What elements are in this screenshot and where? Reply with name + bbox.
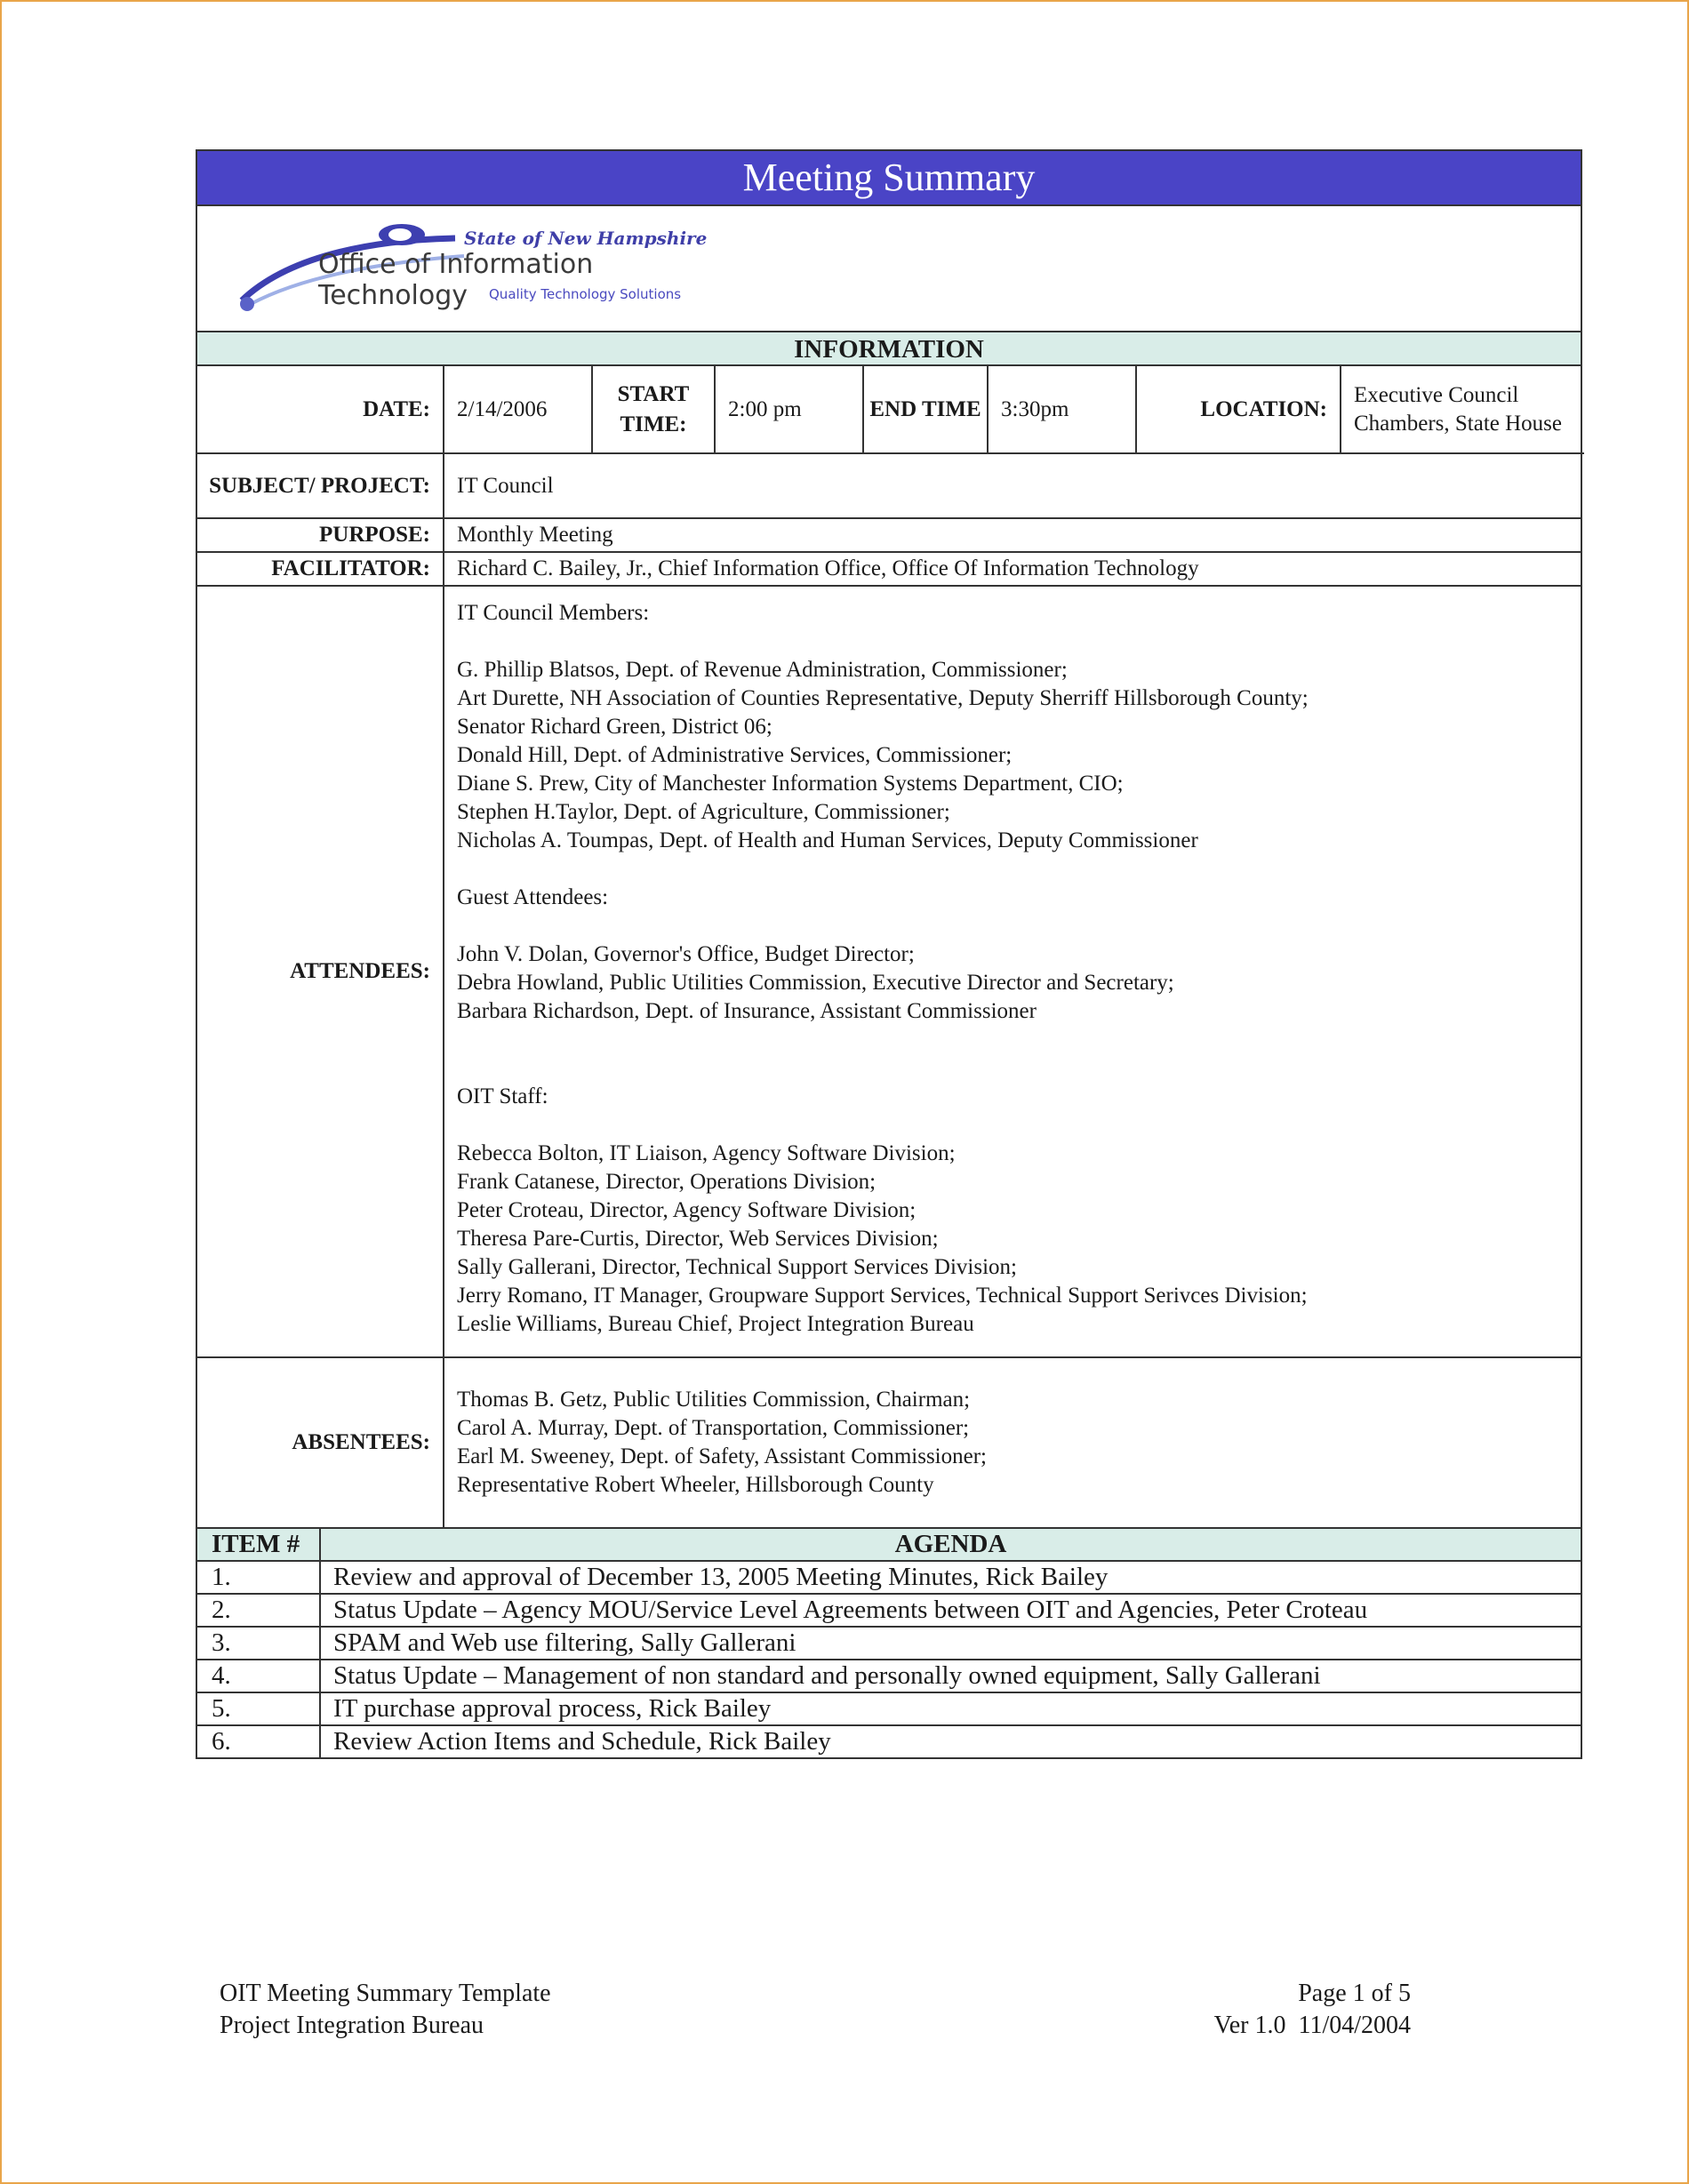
list-item: Frank Catanese, Director, Operations Division; bbox=[457, 1170, 877, 1194]
table-row bbox=[197, 1692, 1581, 1725]
table-row bbox=[197, 1561, 1581, 1594]
list-item: Rebecca Bolton, IT Liaison, Agency Software Division; bbox=[457, 1141, 956, 1165]
agenda-header: AGENDA bbox=[320, 1529, 1581, 1561]
agenda-item-number: 6. bbox=[197, 1725, 320, 1757]
logo-office-text: Office of Information Technology bbox=[318, 249, 594, 311]
information-section-header: INFORMATION bbox=[197, 332, 1581, 366]
end-time-value: 3:30pm bbox=[988, 366, 1136, 453]
list-item: Earl M. Sweeney, Dept. of Safety, Assistant Commissioner; bbox=[457, 1444, 987, 1468]
logo-state-text: State of New Hampshire bbox=[464, 228, 708, 249]
list-item: Stephen H.Taylor, Dept. of Agriculture, Commissioner; bbox=[457, 800, 950, 824]
list-item: Sally Gallerani, Director, Technical Support Services Division; bbox=[457, 1255, 1017, 1279]
purpose-value: Monthly Meeting bbox=[444, 518, 1581, 552]
details-table bbox=[197, 454, 1581, 1529]
staff-heading: OIT Staff: bbox=[457, 1084, 548, 1108]
start-time-value: 2:00 pm bbox=[715, 366, 863, 453]
footer-bureau: Project Integration Bureau bbox=[220, 2012, 484, 2039]
agenda-item-text: Status Update – Agency MOU/Service Level Agreements between OIT and Agencies, Peter Croteau bbox=[320, 1594, 1581, 1627]
facilitator-label: FACILITATOR: bbox=[197, 552, 444, 586]
list-item: Leslie Williams, Bureau Chief, Project Integration Bureau bbox=[457, 1312, 974, 1336]
list-item: Donald Hill, Dept. of Administrative Services, Commissioner; bbox=[457, 743, 1013, 767]
guest-heading: Guest Attendees: bbox=[457, 885, 609, 909]
subject-label: SUBJECT/ PROJECT: bbox=[197, 454, 444, 518]
council-list bbox=[457, 656, 1568, 855]
item-number-header: ITEM # bbox=[197, 1529, 320, 1561]
agenda-item-text: Status Update – Management of non standard and personally owned equipment, Sally Gallerani bbox=[320, 1660, 1581, 1692]
agenda-item-text: Review Action Items and Schedule, Rick Bailey bbox=[320, 1725, 1581, 1757]
footer-version: Ver 1.0 11/04/2004 bbox=[1213, 2012, 1411, 2039]
information-table bbox=[197, 366, 1584, 454]
agenda-item-number: 4. bbox=[197, 1660, 320, 1692]
agenda-item-number: 1. bbox=[197, 1561, 320, 1594]
meeting-summary-document bbox=[196, 149, 1582, 1759]
list-item: Barbara Richardson, Dept. of Insurance, Assistant Commissioner bbox=[457, 999, 1037, 1023]
facilitator-value: Richard C. Bailey, Jr., Chief Information Office, Office Of Information Technology bbox=[444, 552, 1581, 586]
agenda-item-text: IT purchase approval process, Rick Bailey bbox=[320, 1692, 1581, 1725]
guest-list bbox=[457, 940, 1568, 1026]
list-item: Diane S. Prew, City of Manchester Information Systems Department, CIO; bbox=[457, 772, 1124, 796]
agenda-item-number: 2. bbox=[197, 1594, 320, 1627]
table-row bbox=[197, 1594, 1581, 1627]
list-item: Senator Richard Green, District 06; bbox=[457, 715, 772, 739]
staff-list bbox=[457, 1140, 1568, 1339]
footer-page-number: Page 1 of 5 bbox=[1298, 1980, 1411, 2007]
start-time-label: START TIME: bbox=[592, 366, 715, 453]
end-time-label: END TIME bbox=[863, 366, 988, 453]
absentees-label: ABSENTEES: bbox=[197, 1357, 444, 1528]
document-title: Meeting Summary bbox=[197, 151, 1581, 206]
list-item: Debra Howland, Public Utilities Commission, Executive Director and Secretary; bbox=[457, 971, 1174, 995]
council-heading: IT Council Members: bbox=[457, 601, 650, 625]
list-item: Representative Robert Wheeler, Hillsborough County bbox=[457, 1473, 934, 1497]
date-value: 2/14/2006 bbox=[444, 366, 592, 453]
table-row bbox=[197, 1725, 1581, 1757]
agenda-item-number: 3. bbox=[197, 1627, 320, 1660]
date-label: DATE: bbox=[197, 366, 444, 453]
absentees-cell bbox=[444, 1357, 1581, 1528]
logo-area bbox=[197, 206, 1581, 332]
agenda-item-number: 5. bbox=[197, 1692, 320, 1725]
list-item: Theresa Pare-Curtis, Director, Web Services Division; bbox=[457, 1227, 939, 1251]
attendees-label: ATTENDEES: bbox=[197, 586, 444, 1357]
location-label: LOCATION: bbox=[1136, 366, 1341, 453]
logo-tagline: Quality Technology Solutions bbox=[489, 286, 682, 302]
list-item: John V. Dolan, Governor's Office, Budget Director; bbox=[457, 942, 915, 966]
list-item: Art Durette, NH Association of Counties Representative, Deputy Sherriff Hillsborough County; bbox=[457, 686, 1309, 710]
list-item: Carol A. Murray, Dept. of Transportation, Commissioner; bbox=[457, 1416, 970, 1440]
agenda-table bbox=[197, 1529, 1581, 1757]
attendees-cell bbox=[444, 586, 1581, 1357]
oit-logo bbox=[233, 222, 731, 320]
table-row bbox=[197, 1660, 1581, 1692]
footer-template-name: OIT Meeting Summary Template bbox=[220, 1980, 551, 2007]
agenda-item-text: SPAM and Web use filtering, Sally Gallerani bbox=[320, 1627, 1581, 1660]
list-item: Peter Croteau, Director, Agency Software Division; bbox=[457, 1198, 917, 1222]
list-item: Jerry Romano, IT Manager, Groupware Support Services, Technical Support Serivces Division; bbox=[457, 1284, 1308, 1308]
purpose-label: PURPOSE: bbox=[197, 518, 444, 552]
list-item: Thomas B. Getz, Public Utilities Commission, Chairman; bbox=[457, 1388, 971, 1412]
list-item: Nicholas A. Toumpas, Dept. of Health and Human Services, Deputy Commissioner bbox=[457, 828, 1198, 852]
subject-value: IT Council bbox=[444, 454, 1581, 518]
list-item: G. Phillip Blatsos, Dept. of Revenue Administration, Commissioner; bbox=[457, 658, 1068, 682]
location-value: Executive Council Chambers, State House bbox=[1341, 366, 1584, 453]
agenda-item-text: Review and approval of December 13, 2005 Meeting Minutes, Rick Bailey bbox=[320, 1561, 1581, 1594]
table-row bbox=[197, 1627, 1581, 1660]
